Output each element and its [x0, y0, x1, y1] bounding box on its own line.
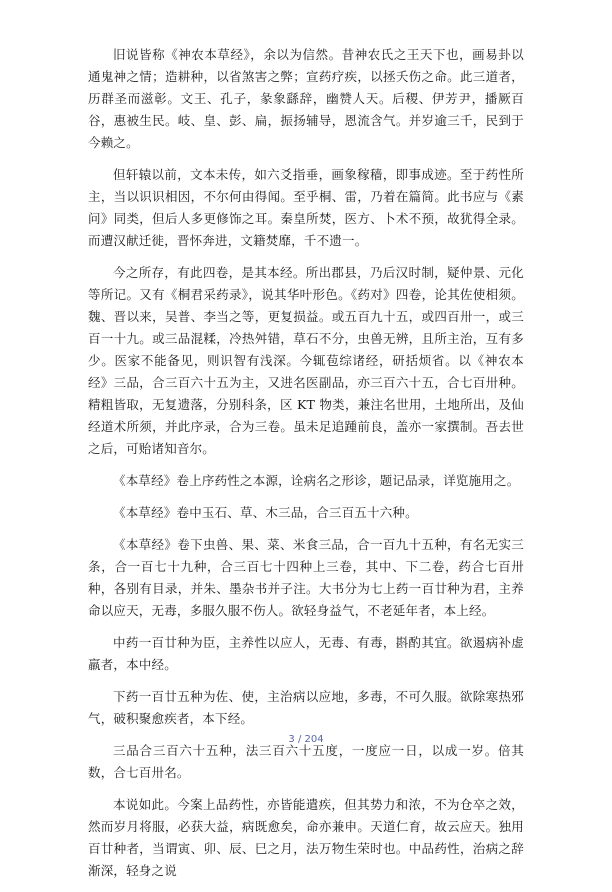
paragraph-1: 旧说皆称《神农本草经》，余以为信然。昔神农氏之王天下也，画易卦以通鬼神之情；造耕种，以省煞害之弊；宣药疗疾，以拯夭伤之命。此三道者，历群圣而滋彰。文王、孔子，彖象繇辞，幽赞人天。后稷、伊芳尹，播厥百谷，惠被生民。岐、皇、彭、扁，振扬辅导，恩流含气。并岁逾三千，民到于今赖之。 — [88, 47, 524, 150]
paragraph-6: 《本草经》卷下虫兽、果、菜、米食三品，合一百九十五种，有名无实三条，合一百七十九种，合三百七十四种上三卷，其中、下二卷，药合七百卅种，各别有目录，并朱、墨杂书并子注。大书分为七上药一百廿种为君，主养命以应天，无毒，多服久服不伤人。欲轻身益气，不老延年者，本上经。 — [88, 537, 524, 618]
paragraph-7: 中药一百廿种为臣，主养性以应人，无毒、有毒，斟酌其宜。欲遏病补虚羸者，本中经。 — [88, 635, 524, 672]
paragraph-9: 三品合三百六十五种，法三百六十五度，一度应一日，以成一岁。倍其数，合七百卅名。 — [88, 743, 524, 780]
paragraph-3: 今之所存，有此四卷，是其本经。所出郡县，乃后汉时制，疑仲景、元化等所记。又有《桐君采药录》，说其华叶形色。《药对》四卷，论其佐使相须。魏、晋以来，吴普、李当之等，更复损益。或五百九十五，或四百卅一，或三百一十九。或三品混糅，冷热舛错，草石不分，虫兽无辨，且所主治，互有多少。医家不能备见，则识智有浅深。今辄苞综诸经，研括烦省。以《神农本经》三品，合三百六十五为主，又进名医副品，亦三百六十五，合七百卅种。精粗皆取，无复遗落，分别科条，区 KT 物类，兼注名世用，土地所出，及仙经道术所须，并此序录，合为三卷。虽未足追踵前良，盖亦一家撰制。吾去世之后，可贻诸知音尔。 — [88, 265, 524, 456]
paragraph-5: 《本草经》卷中玉石、草、木三品，合三百五十六种。 — [113, 505, 418, 520]
paragraph-10: 本说如此。今案上品药性，亦皆能遣疾，但其势力和浓，不为仓卒之效，然而岁月将服，必获大益，病既愈矣，命亦兼申。天道仁育，故云应天。独用百廿种者，当谓寅、卯、辰、巳之月，法万物生荣时也。中品药性，治病之辞渐深，轻身之说 — [88, 797, 524, 878]
paragraph-4: 《本草经》卷上序药性之本源，诠病名之形诊，题记品录，详览施用之。 — [113, 473, 520, 488]
document-body — [88, 44, 524, 892]
page-number: 3 / 204 — [288, 734, 324, 745]
paragraph-8: 下药一百廿五种为佐、使，主治病以应地，多毒，不可久服。欲除寒热邪气，破积聚愈疾者，本下经。 — [88, 689, 524, 726]
paragraph-2: 但轩辕以前，文本未传，如六爻指垂，画象稼穑，即事成迹。至于药性所主，当以识识相因，不尔何由得闻。至乎桐、雷，乃着在篇简。此书应与《素问》同类，但后人多更修饰之耳。秦皇所焚，医方、卜术不预，故犹得全录。而遭汉献迁徙，晋怀奔进，文籍焚靡，千不遗一。 — [88, 167, 524, 248]
